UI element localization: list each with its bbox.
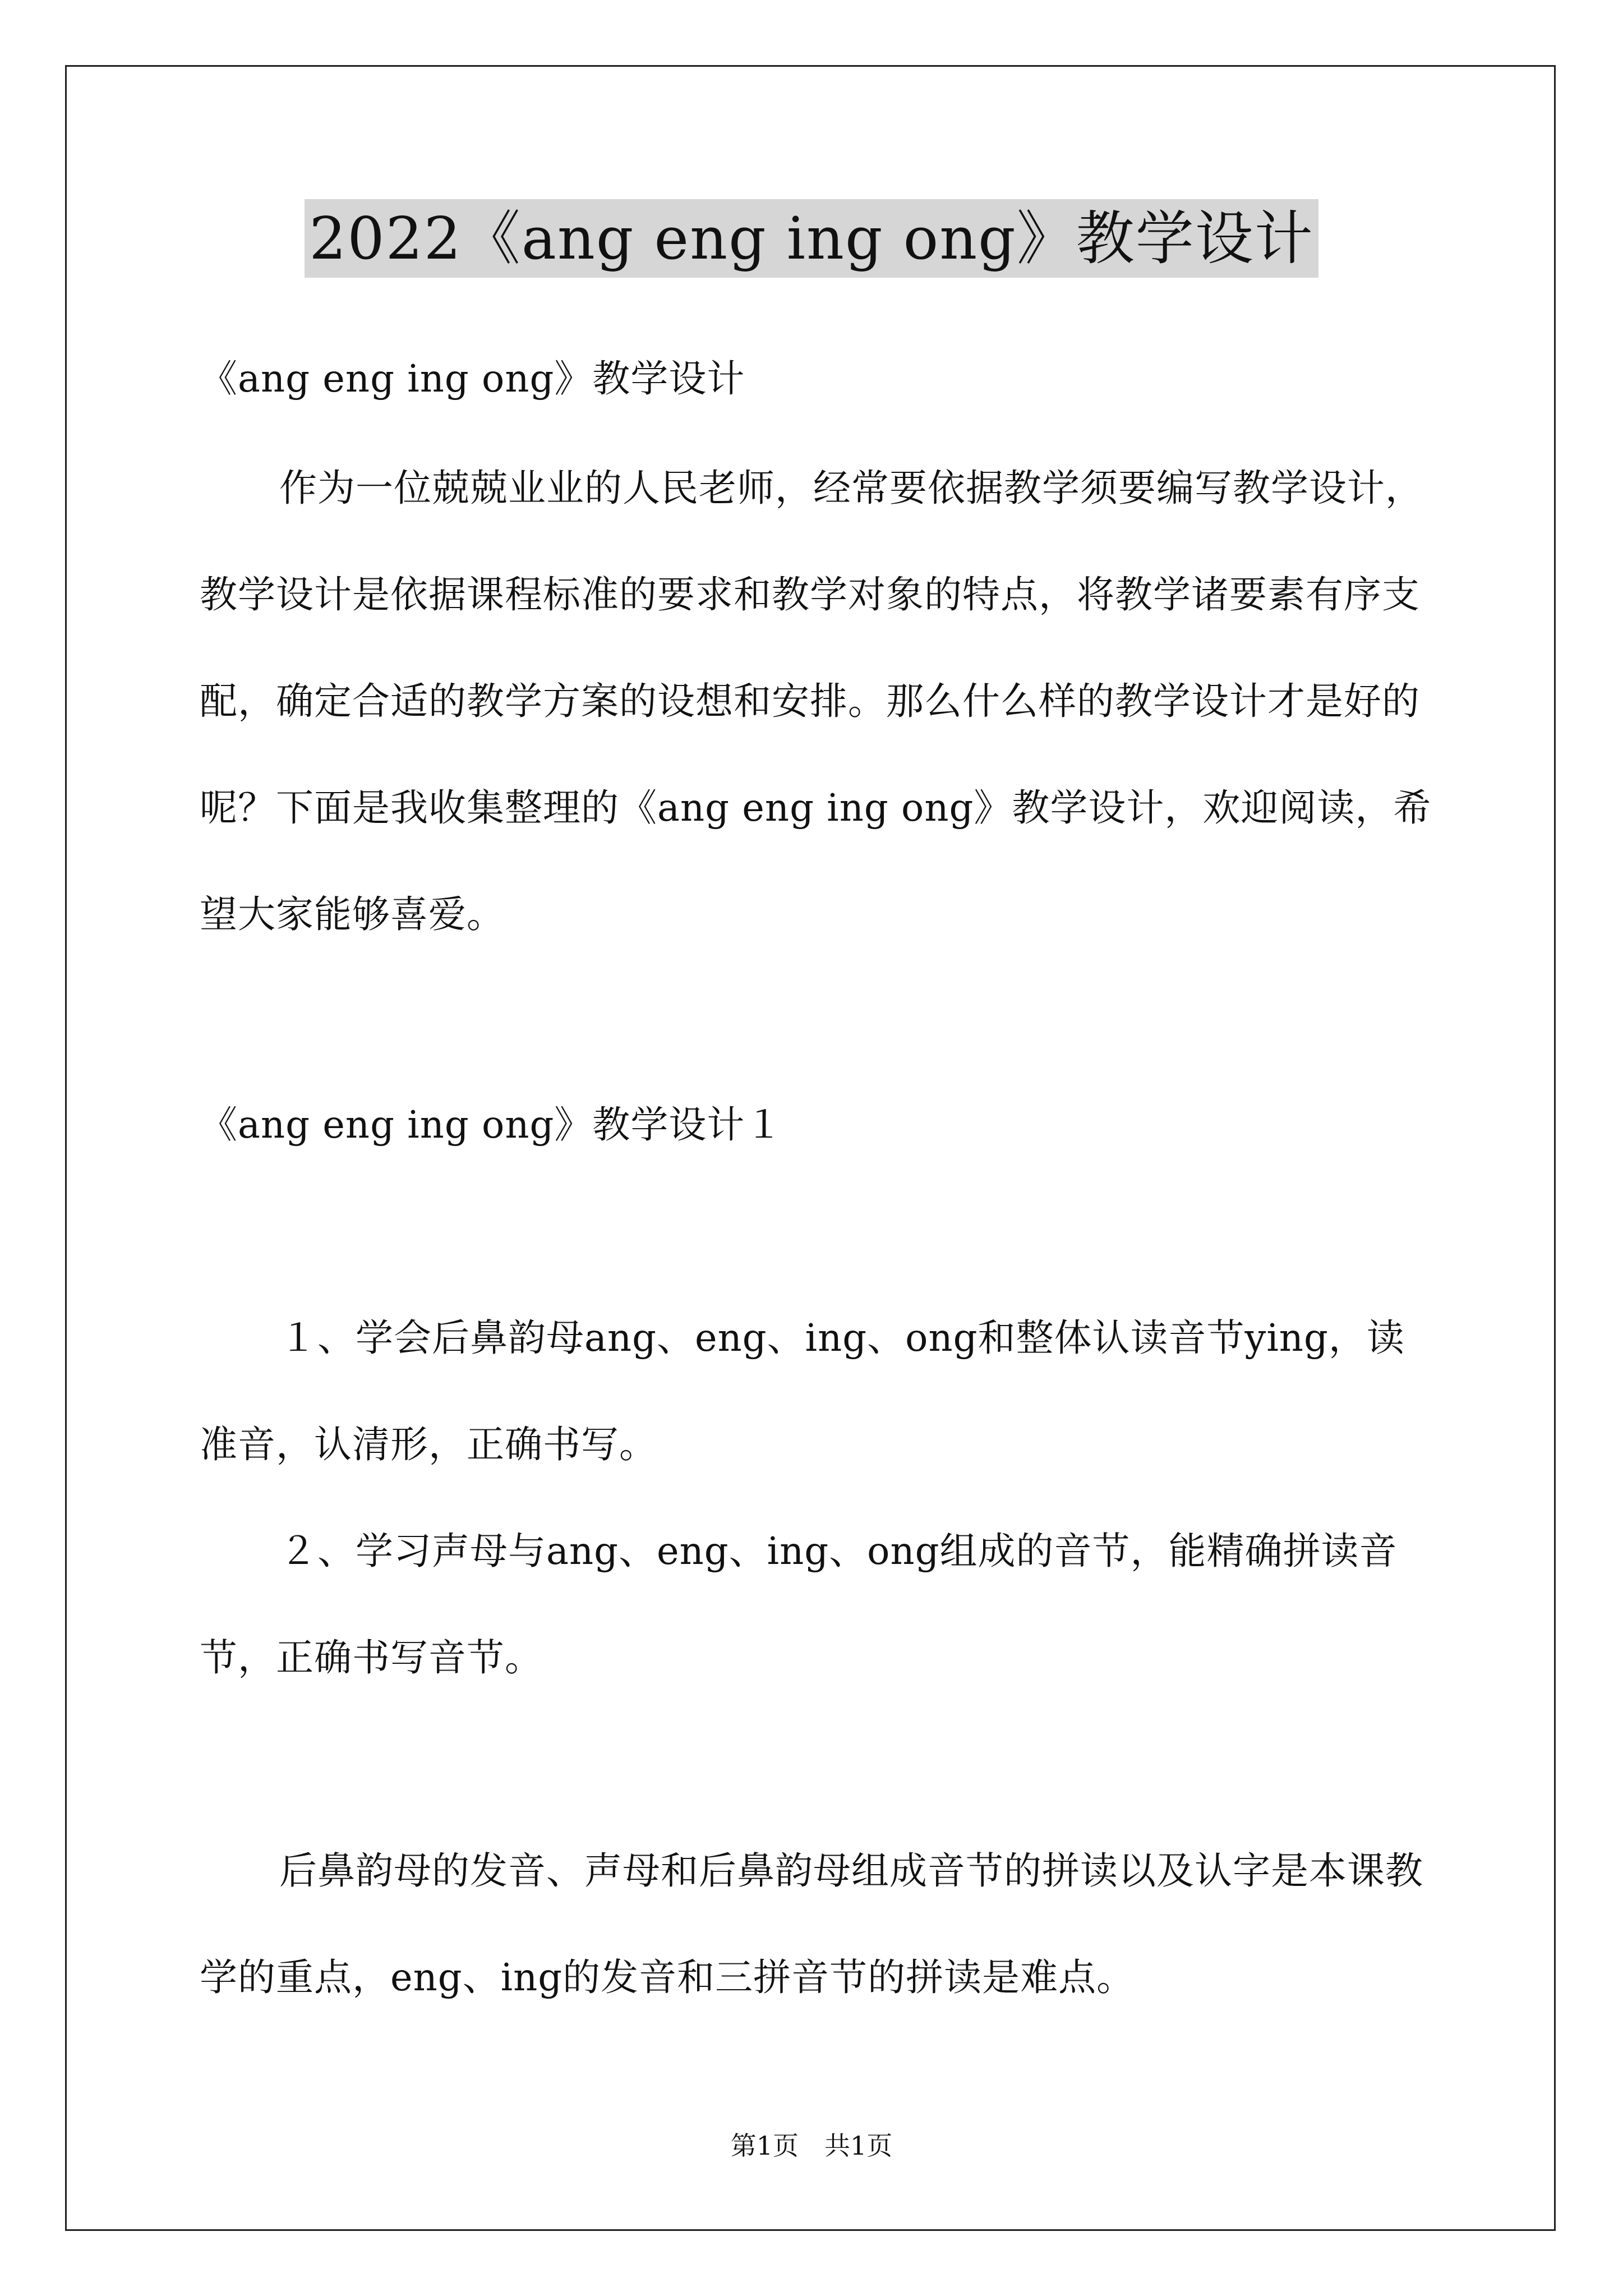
key-points-paragraph: 后鼻韵母的发音、声母和后鼻韵母组成音节的拼读以及认字是本课教学的重点，eng、ing的发音和三拼音节的拼读是难点。 [200,1849,1423,1999]
title-container [0,199,1623,278]
intro-paragraph: 作为一位兢兢业业的人民老师，经常要依据教学须要编写教学设计，教学设计是依据课程标准的要求和教学对象的特点，将教学诸要素有序支配，确定合适的教学方案的设想和安排。那么什么样的教学设计才是好的呢？下面是我收集整理的《ang eng ing ong》教学设计，欢迎阅读，希望大家能够喜爱。 [200,466,1432,936]
subtitle-paragraph: 《ang eng ing ong》教学设计 [200,357,745,401]
page-footer: 第1页 共1页 [730,2131,893,2161]
objective-paragraph-1: １、学会后鼻韵母ang、eng、ing、ong和整体认读音节ying，读准音，认清形，正确书写。 [200,1316,1405,1466]
document-title: 2022《ang eng ing ong》教学设计 [305,199,1318,278]
section-heading: 《ang eng ing ong》教学设计１ [200,1103,783,1147]
objective-paragraph-2: ２、学习声母与ang、eng、ing、ong组成的音节，能精确拼读音节，正确书写音节。 [200,1529,1398,1680]
